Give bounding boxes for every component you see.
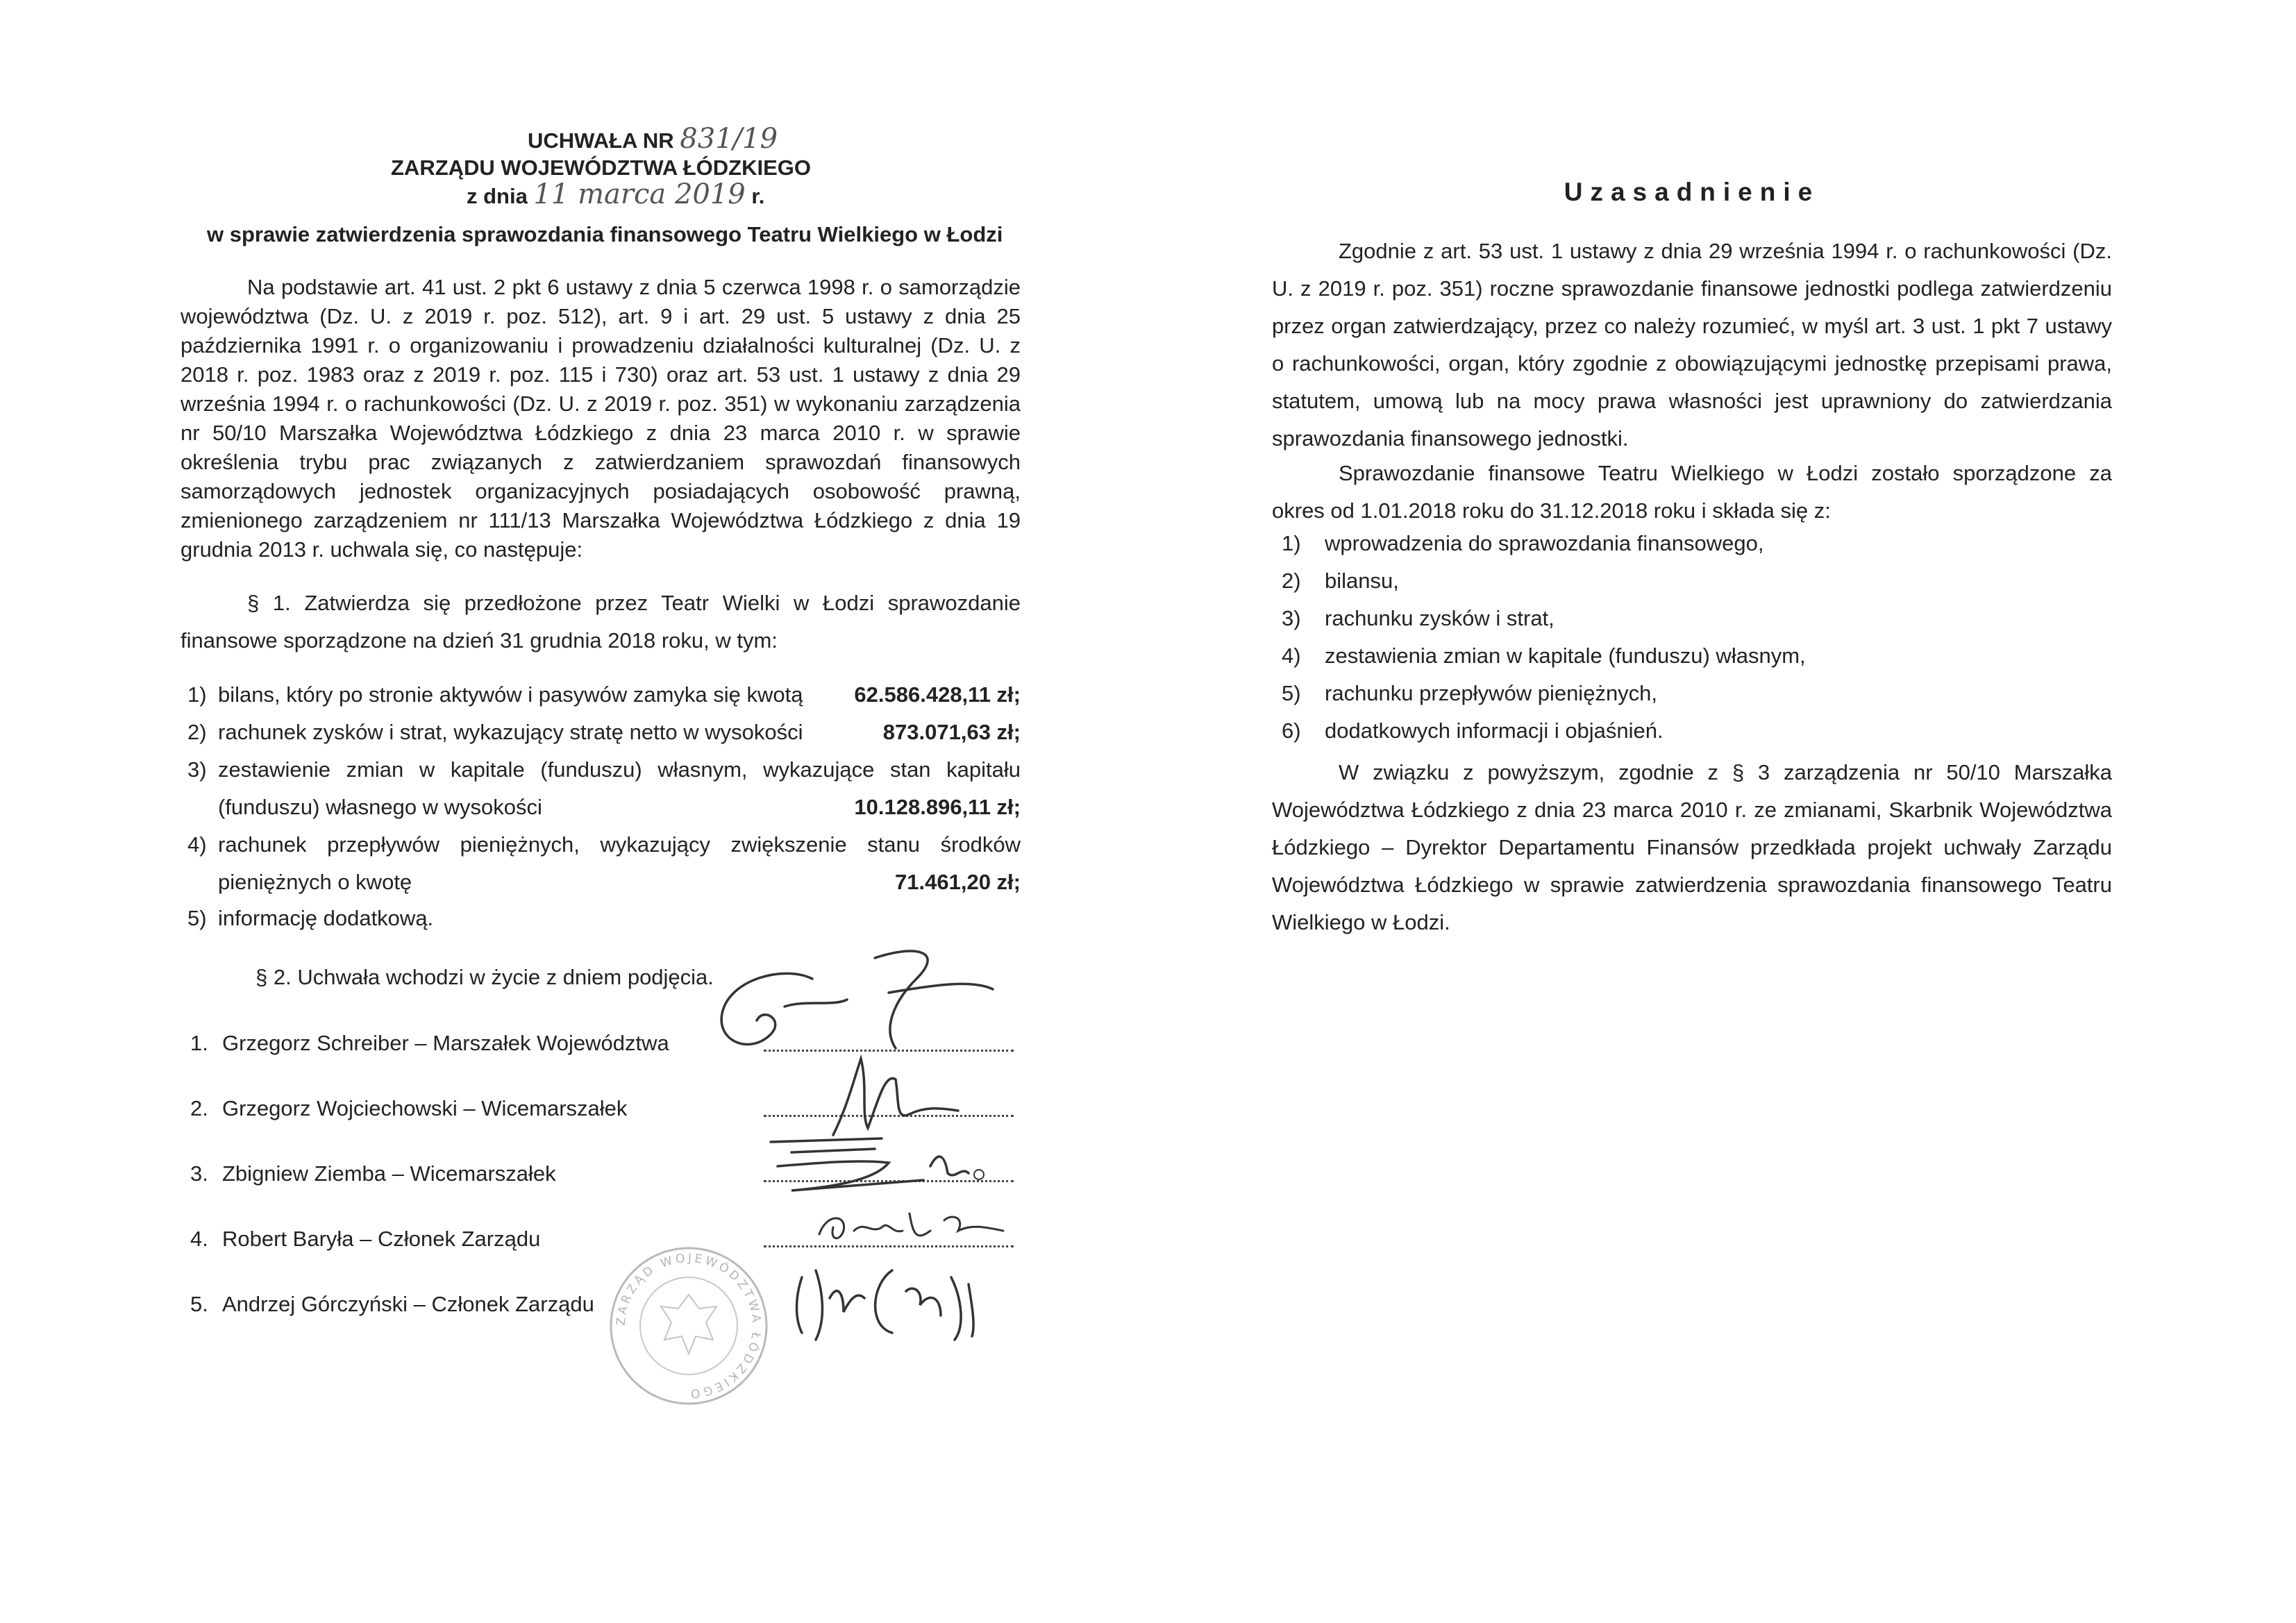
signatory-name: Andrzej Górczyński – Członek Zarządu [222, 1292, 594, 1316]
signature-3 [750, 1125, 1000, 1201]
item-number: 4) [187, 832, 207, 857]
signatory-number: 1. [190, 1031, 208, 1055]
official-seal [605, 1243, 772, 1409]
item-value: 10.128.896,11 zł; [854, 795, 1021, 819]
item-number: 5) [187, 906, 207, 930]
justification-paragraph-3: W związku z powyższym, zgodnie z § 3 zarządzenia nr 50/10 Marszałka Województwa Łódzkiego z dnia 23 marca 2010 r. ze zmianami, Skarbnik Województwa Łódzkiego – Dyrektor Departamentu Finansów przedkłada projekt uchwały Zarządu Województwa Łódzkiego w sprawie zatwierdzenia sprawozdania finansowego Teatru Wielkiego w Łodzi. [1272, 760, 2112, 934]
resolution-date-line [467, 179, 764, 212]
title-label: UCHWAŁA NR [528, 128, 674, 153]
item-text: rachunek zysków i strat, wykazujący stratę netto w wysokości [218, 720, 803, 744]
item-text: rachunku przepływów pieniężnych, [1325, 681, 1658, 705]
item-text: wprowadzenia do sprawozdania finansowego, [1325, 531, 1764, 555]
item-text-continued: (funduszu) własnego w wysokości [218, 795, 542, 819]
resolution-preamble: Na podstawie art. 41 ust. 2 pkt 6 ustawy z dnia 5 czerwca 1998 r. o samorządzie województwa (Dz. U. z 2019 r. poz. 512), art. 9 i art. 29 ust. 5 ustawy z dnia 25 października 1991 r. o organizowaniu i prowadzeniu działalności kulturalnej (Dz. U. z 2018 r. poz. 1983 oraz z 2019 r. poz. 115 i 730) oraz art. 53 ust. 1 ustawy z dnia 29 września 1994 r. o rachunkowości (Dz. U. z 2019 r. poz. 351) w wykonaniu zarządzenia nr 50/10 Marszałka Województwa Łódzkiego z dnia 23 marca 2010 r. w sprawie określenia trybu prac związanych z zatwierdzaniem sprawozdań finansowych samorządowych jednostek organizacyjnych posiadających osobowość prawną, zmienionego zarządzeniem nr 111/13 Marszałka Województwa Łódzkiego z dnia 19 grudnia 2013 r. uchwala się, co następuje: [181, 275, 1021, 562]
item-value: 873.071,63 zł; [882, 720, 1021, 744]
date-prefix: z dnia [467, 184, 528, 208]
paragraph-2: § 2. Uchwała wchodzi w życie z dniem podjęcia. [255, 965, 714, 989]
signatory-number: 4. [190, 1227, 208, 1251]
item-number: 2) [187, 720, 207, 744]
item-value: 62.586.428,11 zł; [854, 682, 1021, 707]
item-number: 2) [1282, 569, 1301, 593]
item-text-continued: pieniężnych o kwotę [218, 870, 412, 894]
handwritten-resolution-number: 831/19 [680, 123, 778, 155]
signature-1 [708, 937, 1000, 1062]
item-text: zestawienie zmian w kapitale (funduszu) własnym, wykazujące stan kapitału [218, 757, 1021, 782]
item-number: 1) [187, 682, 207, 707]
item-text: zestawienia zmian w kapitale (funduszu) własnym, [1325, 644, 1806, 668]
svg-text:ZARZĄD WOJEWÓDZTWA ŁÓDZKIEGO: ZARZĄD WOJEWÓDZTWA ŁÓDZKIEGO [614, 1251, 764, 1401]
item-text: dodatkowych informacji i objaśnień. [1325, 718, 1664, 743]
item-number: 3) [1282, 606, 1301, 630]
signatory-name: Zbigniew Ziemba – Wicemarszałek [222, 1161, 556, 1186]
item-number: 6) [1282, 718, 1301, 743]
signatory-name: Robert Baryła – Członek Zarządu [222, 1227, 541, 1251]
item-number: 1) [1282, 531, 1301, 555]
handwritten-date: 11 marca 2019 [533, 178, 746, 210]
date-suffix: r. [751, 184, 765, 208]
resolution-title-line2: ZARZĄDU WOJEWÓDZTWA ŁÓDZKIEGO [391, 155, 812, 180]
item-text: bilans, który po stronie aktywów i pasywów zamyka się kwotą [218, 682, 803, 707]
signature-5 [774, 1250, 996, 1347]
resolution-subject: w sprawie zatwierdzenia sprawozdania finansowego Teatru Wielkiego w Łodzi [207, 222, 1003, 246]
item-text: informację dodatkową. [218, 906, 434, 930]
item-text: bilansu, [1325, 569, 1399, 593]
signatory-name: Grzegorz Schreiber – Marszałek Województwa [222, 1031, 669, 1055]
signatory-name: Grzegorz Wojciechowski – Wicemarszałek [222, 1096, 628, 1120]
item-value: 71.461,20 zł; [895, 870, 1021, 894]
item-number: 4) [1282, 644, 1301, 668]
item-number: 3) [187, 757, 207, 782]
resolution-title-line1 [528, 124, 778, 156]
signatory-number: 3. [190, 1161, 208, 1186]
item-number: 5) [1282, 681, 1301, 705]
justification-heading: Uzasadnienie [1564, 178, 1820, 206]
signatory-number: 2. [190, 1096, 208, 1120]
justification-paragraph-1: Zgodnie z art. 53 ust. 1 ustawy z dnia 29 września 1994 r. o rachunkowości (Dz. U. z 2019 r. poz. 351) roczne sprawozdanie finansowe jednostki podlega zatwierdzeniu przez organ zatwierdzający, przez co należy rozumieć, w myśl art. 3 ust. 1 pkt 7 ustawy o rachunkowości, organ, który zgodnie z obowiązującymi jednostkę przepisami prawa, statutem, umową lub na mocy prawa własności jest uprawniony do zatwierdzania sprawozdania finansowego jednostki. [1272, 239, 2112, 451]
signatory-number: 5. [190, 1292, 208, 1316]
justification-paragraph-2: Sprawozdanie finansowe Teatru Wielkiego w Łodzi zostało sporządzone za okres od 1.01.2018 roku do 31.12.2018 roku i składa się z: [1272, 461, 2112, 523]
item-text: rachunku zysków i strat, [1325, 606, 1555, 630]
paragraph-1: § 1. Zatwierdza się przedłożone przez Teatr Wielki w Łodzi sprawozdanie finansowe sporządzone na dzień 31 grudnia 2018 roku, w tym: [181, 591, 1021, 653]
item-text: rachunek przepływów pieniężnych, wykazujący zwiększenie stanu środków [218, 832, 1021, 857]
